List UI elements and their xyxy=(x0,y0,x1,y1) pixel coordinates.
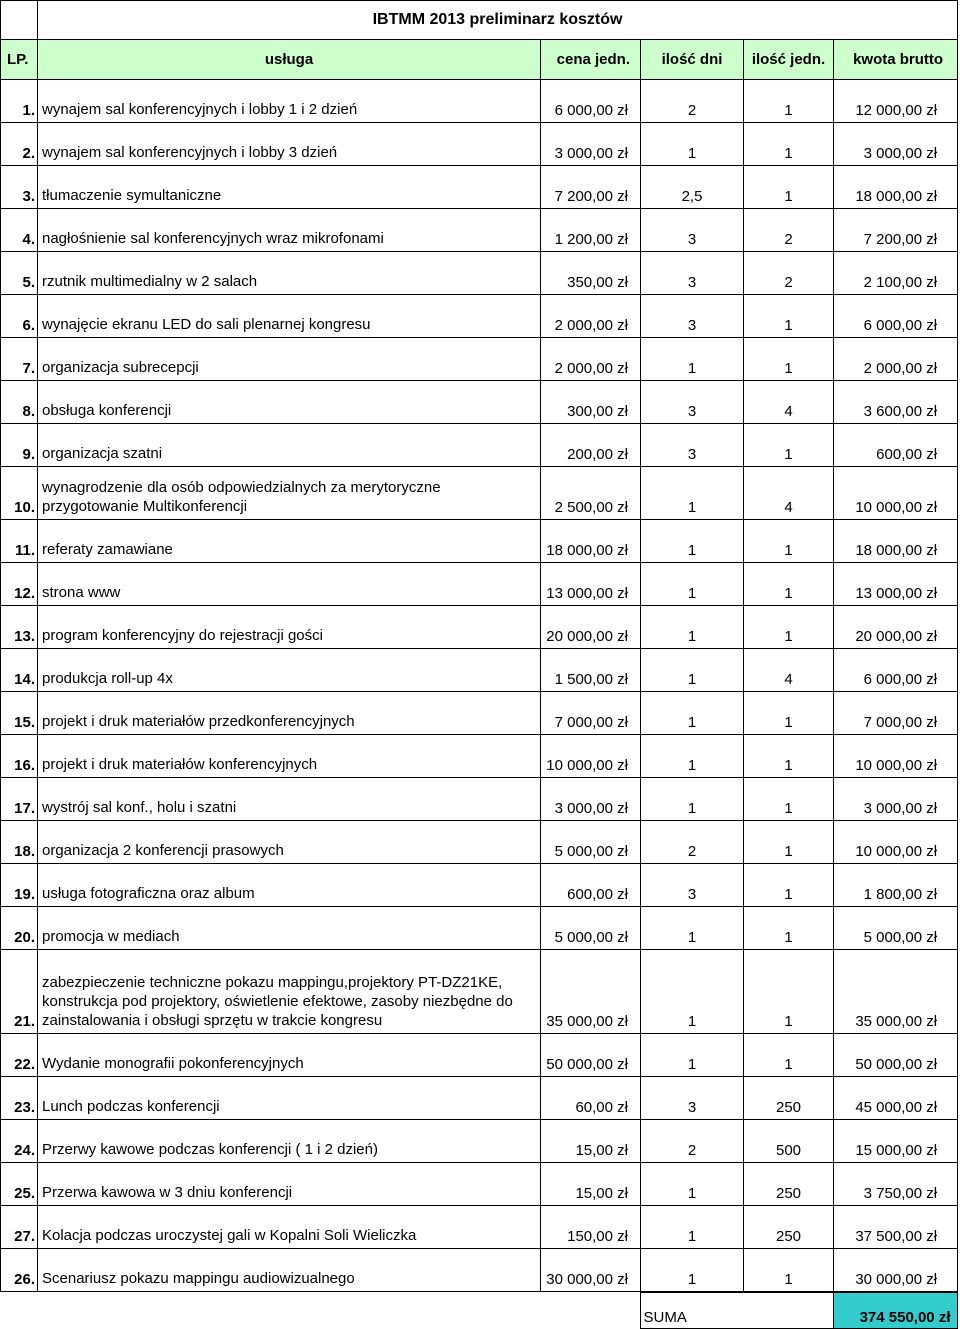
summary-spacer xyxy=(37,1293,540,1329)
row-units: 4 xyxy=(744,649,834,692)
row-unit-price: 6 000,00 zł xyxy=(541,80,641,123)
row-days: 3 xyxy=(641,252,744,295)
row-unit-price: 18 000,00 zł xyxy=(541,520,641,563)
row-lp: 27. xyxy=(1,1206,38,1249)
row-unit-price: 3 000,00 zł xyxy=(541,778,641,821)
row-service: projekt i druk materiałów przedkonferencyjnych xyxy=(38,692,541,735)
row-lp: 22. xyxy=(1,1034,38,1077)
row-units: 1 xyxy=(744,295,834,338)
row-unit-price: 300,00 zł xyxy=(541,381,641,424)
row-unit-price: 3 000,00 zł xyxy=(541,123,641,166)
row-units: 1 xyxy=(744,563,834,606)
row-days: 1 xyxy=(641,778,744,821)
row-gross-amount: 3 000,00 zł xyxy=(834,778,958,821)
row-units: 250 xyxy=(744,1163,834,1206)
row-unit-price: 1 500,00 zł xyxy=(541,649,641,692)
row-units: 1 xyxy=(744,606,834,649)
row-units: 500 xyxy=(744,1120,834,1163)
row-unit-price: 20 000,00 zł xyxy=(541,606,641,649)
row-days: 2,5 xyxy=(641,166,744,209)
row-days: 1 xyxy=(641,123,744,166)
row-lp: 14. xyxy=(1,649,38,692)
row-days: 3 xyxy=(641,864,744,907)
table-row xyxy=(1,166,958,209)
header-row xyxy=(1,40,958,80)
row-units: 250 xyxy=(744,1077,834,1120)
row-days: 2 xyxy=(641,1120,744,1163)
table-row xyxy=(1,1077,958,1120)
table-row xyxy=(1,467,958,520)
row-unit-price: 10 000,00 zł xyxy=(541,735,641,778)
table-row xyxy=(1,864,958,907)
row-units: 1 xyxy=(744,950,834,1034)
row-service: strona www xyxy=(38,563,541,606)
row-service: wystrój sal konf., holu i szatni xyxy=(38,778,541,821)
title-blank-cell xyxy=(1,1,38,40)
row-service: referaty zamawiane xyxy=(38,520,541,563)
row-lp: 11. xyxy=(1,520,38,563)
row-lp: 13. xyxy=(1,606,38,649)
row-unit-price: 5 000,00 zł xyxy=(541,821,641,864)
row-lp: 4. xyxy=(1,209,38,252)
summary-value: 374 550,00 zł xyxy=(833,1293,957,1329)
row-service: organizacja szatni xyxy=(38,424,541,467)
row-service: rzutnik multimedialny w 2 salach xyxy=(38,252,541,295)
row-gross-amount: 1 800,00 zł xyxy=(834,864,958,907)
row-service: obsługa konferencji xyxy=(38,381,541,424)
row-days: 1 xyxy=(641,1163,744,1206)
row-service: nagłośnienie sal konferencyjnych wraz mikrofonami xyxy=(38,209,541,252)
summary-spacer xyxy=(0,1293,37,1329)
row-unit-price: 2 000,00 zł xyxy=(541,338,641,381)
row-gross-amount: 13 000,00 zł xyxy=(834,563,958,606)
row-unit-price: 200,00 zł xyxy=(541,424,641,467)
row-days: 1 xyxy=(641,563,744,606)
row-service: Kolacja podczas uroczystej gali w Kopalni Soli Wieliczka xyxy=(38,1206,541,1249)
header-units: ilość jedn. xyxy=(744,40,834,80)
row-lp: 8. xyxy=(1,381,38,424)
row-units: 1 xyxy=(744,1034,834,1077)
row-lp: 26. xyxy=(1,1249,38,1292)
row-unit-price: 30 000,00 zł xyxy=(541,1249,641,1292)
row-units: 1 xyxy=(744,338,834,381)
row-gross-amount: 10 000,00 zł xyxy=(834,821,958,864)
row-lp: 20. xyxy=(1,907,38,950)
row-lp: 12. xyxy=(1,563,38,606)
table-row xyxy=(1,563,958,606)
summary-row xyxy=(0,1293,957,1329)
row-unit-price: 35 000,00 zł xyxy=(541,950,641,1034)
row-lp: 3. xyxy=(1,166,38,209)
row-days: 1 xyxy=(641,649,744,692)
row-service: wynagrodzenie dla osób odpowiedzialnych za merytoryczne przygotowanie Multikonferencji xyxy=(38,467,541,520)
table-row xyxy=(1,381,958,424)
row-gross-amount: 600,00 zł xyxy=(834,424,958,467)
row-gross-amount: 45 000,00 zł xyxy=(834,1077,958,1120)
row-unit-price: 2 000,00 zł xyxy=(541,295,641,338)
row-days: 1 xyxy=(641,1249,744,1292)
row-gross-amount: 20 000,00 zł xyxy=(834,606,958,649)
row-days: 3 xyxy=(641,295,744,338)
row-service: Przerwa kawowa w 3 dniu konferencji xyxy=(38,1163,541,1206)
title-row xyxy=(1,1,958,40)
row-lp: 9. xyxy=(1,424,38,467)
row-gross-amount: 18 000,00 zł xyxy=(834,520,958,563)
row-gross-amount: 15 000,00 zł xyxy=(834,1120,958,1163)
row-lp: 15. xyxy=(1,692,38,735)
row-units: 4 xyxy=(744,381,834,424)
row-lp: 17. xyxy=(1,778,38,821)
row-gross-amount: 7 200,00 zł xyxy=(834,209,958,252)
header-gross-amount: kwota brutto xyxy=(834,40,958,80)
row-days: 2 xyxy=(641,821,744,864)
row-service: wynajem sal konferencyjnych i lobby 3 dzień xyxy=(38,123,541,166)
row-days: 1 xyxy=(641,735,744,778)
row-gross-amount: 3 000,00 zł xyxy=(834,123,958,166)
row-units: 1 xyxy=(744,692,834,735)
row-gross-amount: 18 000,00 zł xyxy=(834,166,958,209)
row-lp: 19. xyxy=(1,864,38,907)
table-row xyxy=(1,1163,958,1206)
row-unit-price: 15,00 zł xyxy=(541,1120,641,1163)
row-units: 1 xyxy=(744,1249,834,1292)
table-row xyxy=(1,80,958,123)
row-units: 1 xyxy=(744,821,834,864)
table-row xyxy=(1,821,958,864)
row-days: 3 xyxy=(641,424,744,467)
row-service: organizacja subrecepcji xyxy=(38,338,541,381)
table-row xyxy=(1,692,958,735)
row-units: 1 xyxy=(744,864,834,907)
sheet-title: IBTMM 2013 preliminarz kosztów xyxy=(38,1,958,40)
row-service: program konferencyjny do rejestracji gości xyxy=(38,606,541,649)
table-row xyxy=(1,950,958,1034)
table-row xyxy=(1,1034,958,1077)
table-row xyxy=(1,1206,958,1249)
table-row xyxy=(1,735,958,778)
row-gross-amount: 6 000,00 zł xyxy=(834,295,958,338)
row-service: tłumaczenie symultaniczne xyxy=(38,166,541,209)
table-row xyxy=(1,252,958,295)
summary-table xyxy=(0,1292,958,1329)
row-lp: 21. xyxy=(1,950,38,1034)
row-service: produkcja roll-up 4x xyxy=(38,649,541,692)
row-gross-amount: 2 100,00 zł xyxy=(834,252,958,295)
row-service: wynajęcie ekranu LED do sali plenarnej kongresu xyxy=(38,295,541,338)
row-units: 1 xyxy=(744,166,834,209)
table-row xyxy=(1,606,958,649)
row-unit-price: 600,00 zł xyxy=(541,864,641,907)
row-lp: 6. xyxy=(1,295,38,338)
row-units: 2 xyxy=(744,209,834,252)
row-days: 1 xyxy=(641,1206,744,1249)
table-row xyxy=(1,209,958,252)
row-days: 1 xyxy=(641,338,744,381)
row-service: Przerwy kawowe podczas konferencji ( 1 i 2 dzień) xyxy=(38,1120,541,1163)
table-row xyxy=(1,649,958,692)
row-days: 3 xyxy=(641,1077,744,1120)
row-service: organizacja 2 konferencji prasowych xyxy=(38,821,541,864)
row-gross-amount: 3 600,00 zł xyxy=(834,381,958,424)
row-days: 1 xyxy=(641,520,744,563)
row-lp: 2. xyxy=(1,123,38,166)
row-days: 2 xyxy=(641,80,744,123)
row-gross-amount: 5 000,00 zł xyxy=(834,907,958,950)
table-row xyxy=(1,1249,958,1292)
row-unit-price: 150,00 zł xyxy=(541,1206,641,1249)
row-unit-price: 7 200,00 zł xyxy=(541,166,641,209)
header-days: ilość dni xyxy=(641,40,744,80)
table-row xyxy=(1,520,958,563)
row-service: wynajem sal konferencyjnych i lobby 1 i 2 dzień xyxy=(38,80,541,123)
row-units: 1 xyxy=(744,735,834,778)
row-service: usługa fotograficzna oraz album xyxy=(38,864,541,907)
row-units: 1 xyxy=(744,424,834,467)
row-units: 2 xyxy=(744,252,834,295)
table-row xyxy=(1,424,958,467)
row-unit-price: 7 000,00 zł xyxy=(541,692,641,735)
summary-label: SUMA xyxy=(640,1293,833,1329)
table-row xyxy=(1,295,958,338)
row-lp: 10. xyxy=(1,467,38,520)
row-lp: 5. xyxy=(1,252,38,295)
row-unit-price: 60,00 zł xyxy=(541,1077,641,1120)
row-gross-amount: 35 000,00 zł xyxy=(834,950,958,1034)
row-units: 1 xyxy=(744,520,834,563)
table-row xyxy=(1,907,958,950)
row-unit-price: 13 000,00 zł xyxy=(541,563,641,606)
row-lp: 16. xyxy=(1,735,38,778)
row-days: 1 xyxy=(641,1034,744,1077)
table-row xyxy=(1,778,958,821)
row-units: 4 xyxy=(744,467,834,520)
row-gross-amount: 10 000,00 zł xyxy=(834,467,958,520)
row-gross-amount: 7 000,00 zł xyxy=(834,692,958,735)
header-unit-price: cena jedn. xyxy=(541,40,641,80)
row-unit-price: 350,00 zł xyxy=(541,252,641,295)
table-row xyxy=(1,338,958,381)
summary-spacer xyxy=(540,1293,640,1329)
row-unit-price: 1 200,00 zł xyxy=(541,209,641,252)
row-units: 250 xyxy=(744,1206,834,1249)
row-units: 1 xyxy=(744,778,834,821)
row-days: 3 xyxy=(641,209,744,252)
row-units: 1 xyxy=(744,80,834,123)
row-days: 1 xyxy=(641,907,744,950)
row-units: 1 xyxy=(744,123,834,166)
row-days: 1 xyxy=(641,692,744,735)
row-gross-amount: 37 500,00 zł xyxy=(834,1206,958,1249)
row-service: Lunch podczas konferencji xyxy=(38,1077,541,1120)
header-service: usługa xyxy=(38,40,541,80)
table-row xyxy=(1,1120,958,1163)
row-unit-price: 2 500,00 zł xyxy=(541,467,641,520)
row-gross-amount: 12 000,00 zł xyxy=(834,80,958,123)
row-service: Wydanie monografii pokonferencyjnych xyxy=(38,1034,541,1077)
row-gross-amount: 3 750,00 zł xyxy=(834,1163,958,1206)
row-days: 3 xyxy=(641,381,744,424)
row-lp: 23. xyxy=(1,1077,38,1120)
row-lp: 25. xyxy=(1,1163,38,1206)
row-lp: 7. xyxy=(1,338,38,381)
table-row xyxy=(1,123,958,166)
row-days: 1 xyxy=(641,950,744,1034)
row-gross-amount: 30 000,00 zł xyxy=(834,1249,958,1292)
row-unit-price: 50 000,00 zł xyxy=(541,1034,641,1077)
row-gross-amount: 2 000,00 zł xyxy=(834,338,958,381)
row-gross-amount: 6 000,00 zł xyxy=(834,649,958,692)
row-gross-amount: 10 000,00 zł xyxy=(834,735,958,778)
row-service: Scenariusz pokazu mappingu audiowizualnego xyxy=(38,1249,541,1292)
row-service: projekt i druk materiałów konferencyjnych xyxy=(38,735,541,778)
row-service: zabezpieczenie techniczne pokazu mappingu,projektory PT-DZ21KE, konstrukcja pod projektory, oświetlenie efektowe, zasoby niezbędne do zainstalowania i obsługi sprzętu w trakcie kongresu xyxy=(38,950,541,1034)
row-unit-price: 5 000,00 zł xyxy=(541,907,641,950)
row-lp: 18. xyxy=(1,821,38,864)
row-units: 1 xyxy=(744,907,834,950)
row-days: 1 xyxy=(641,467,744,520)
header-lp: LP. xyxy=(1,40,38,80)
row-unit-price: 15,00 zł xyxy=(541,1163,641,1206)
row-service: promocja w mediach xyxy=(38,907,541,950)
row-lp: 24. xyxy=(1,1120,38,1163)
row-days: 1 xyxy=(641,606,744,649)
row-lp: 1. xyxy=(1,80,38,123)
row-gross-amount: 50 000,00 zł xyxy=(834,1034,958,1077)
